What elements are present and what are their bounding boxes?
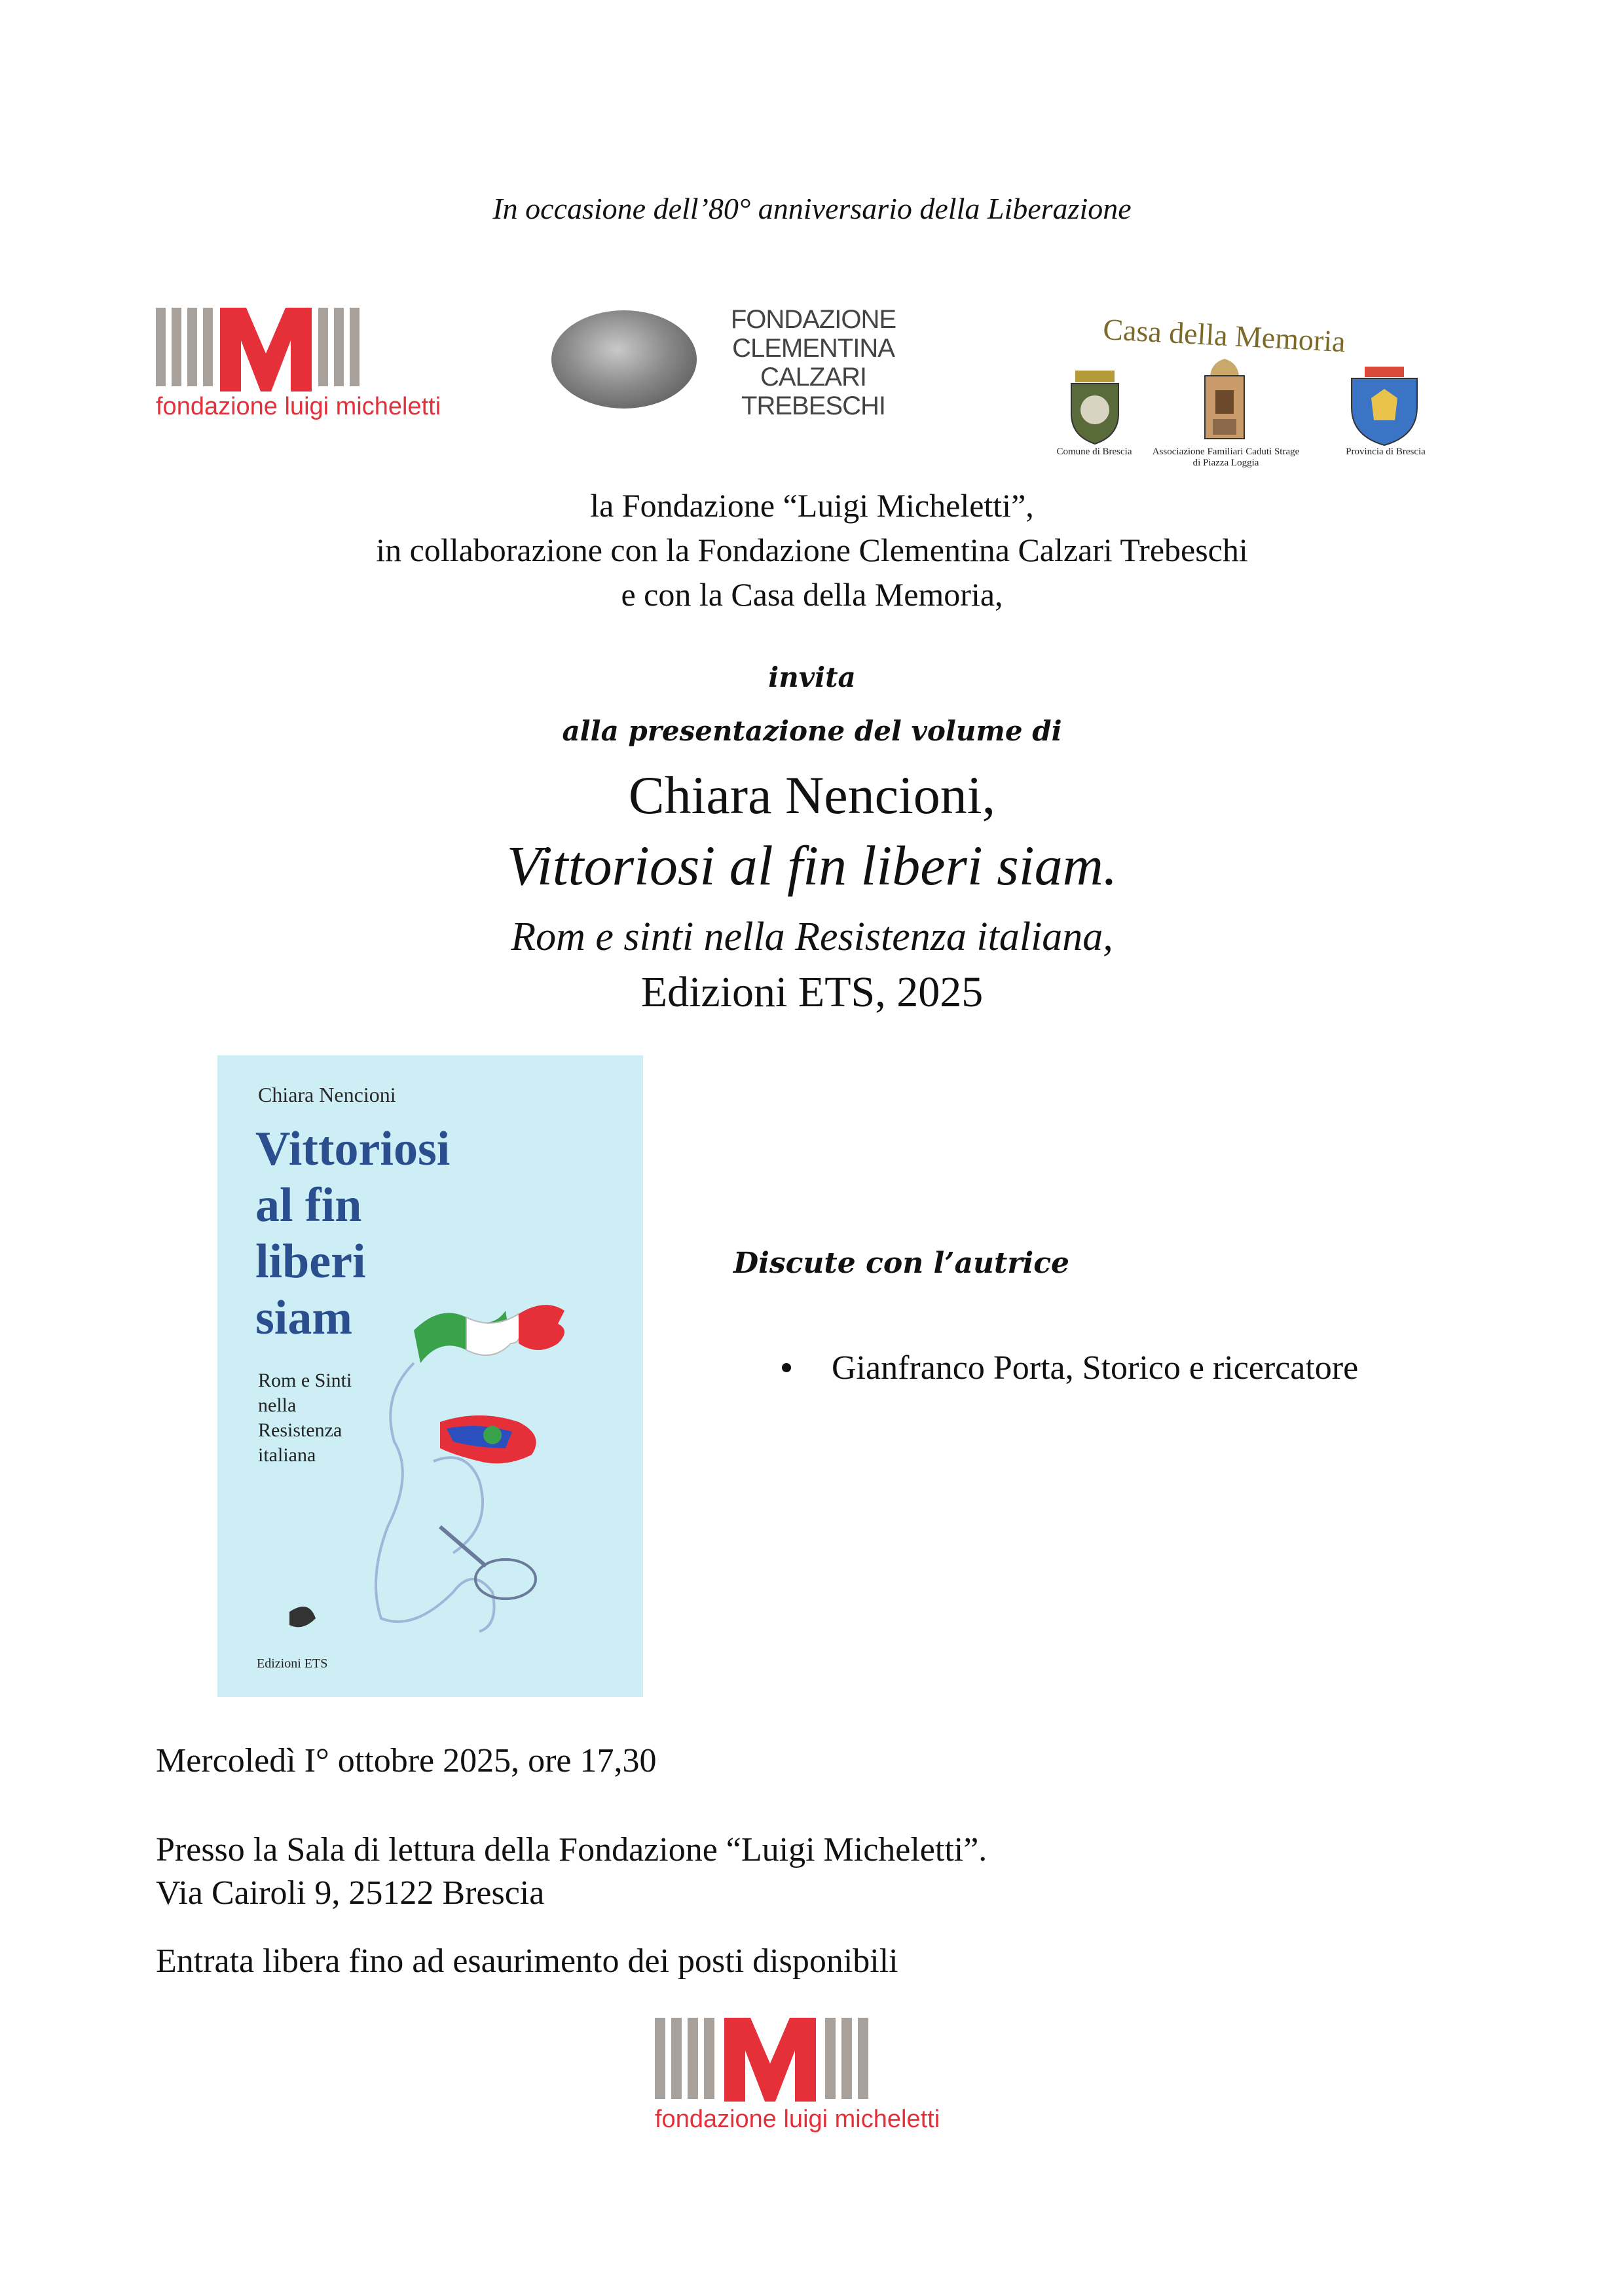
calzari-line-1: FONDAZIONE [730,305,896,334]
presentazione-text: alla presentazione del volume di [562,715,1062,747]
event-entry-note: Entrata libera fino ad esaurimento dei posti disponibili [156,1942,898,1980]
speaker-name: Gianfranco Porta, Storico e ricercatore [832,1349,1359,1387]
provincia-brescia-crest-icon [1345,365,1424,448]
event-date: Mercoledì I° ottobre 2025, ore 17,30 [156,1742,657,1779]
micheletti-m-icon-bottom [722,2018,819,2102]
cover-publisher: Edizioni ETS [257,1656,328,1671]
coin-icon [551,310,697,409]
speaker-item [786,1349,1572,1394]
book-subtitle: Rom e sinti nella Resistenza italiana, [511,915,1113,959]
crest-caption-provincia: Provincia di Brescia [1346,446,1426,457]
book-cover [217,1055,643,1697]
micheletti-name: fondazione luigi micheletti [156,393,441,420]
intro-line-2: in collaborazione con la Fondazione Clementina Calzari Trebeschi [376,532,1248,568]
discussion-heading: Discute con l’autrice [733,1247,1070,1280]
event-venue-line-2: Via Cairoli 9, 25122 Brescia [156,1874,545,1912]
book-publisher: Edizioni ETS, 2025 [640,968,984,1016]
casa-memoria-logo [1039,312,1458,469]
cover-subtitle: Rom e Sinti nella Resistenza italiana [258,1370,352,1466]
micheletti-logo-top [156,308,464,426]
book-author: Chiara Nencioni, [628,765,996,825]
micheletti-m-icon [220,308,312,392]
calzari-text [695,305,931,420]
calzari-line-2: CLEMENTINA CALZARI [732,334,895,392]
crest-caption-associazione: Associazione Familiari Caduti Strage di Piazza Loggia [1152,446,1300,468]
cover-author: Chiara Nencioni [258,1083,396,1106]
invita-text: invita [768,661,856,693]
cover-title: Vittoriosi al fin liberi siam [255,1122,451,1345]
calzari-line-3: TREBESCHI [741,392,885,420]
casa-memoria-title: Casa della Memoria [1102,312,1346,359]
comune-brescia-crest-icon [1062,368,1128,446]
intro-text [0,483,1624,617]
event-venue-line-1: Presso la Sala di lettura della Fondazione “Luigi Micheletti”. [156,1831,987,1868]
micheletti-logo-bottom [655,2018,976,2136]
bullet-icon [782,1363,791,1372]
crest-caption-comune: Comune di Brescia [1056,446,1132,457]
book-title: Vittoriosi al fin liberi siam. [506,834,1118,897]
intro-line-3: e con la Casa della Memoria, [621,576,1003,613]
cover-dancer-illustration [217,1055,643,1697]
piazza-loggia-crest-icon [1192,356,1257,448]
micheletti-name-bottom: fondazione luigi micheletti [655,2105,940,2133]
intro-line-1: la Fondazione “Luigi Micheletti”, [590,487,1034,524]
occasion-line: In occasione dell’80° anniversario della Liberazione [492,192,1132,225]
calzari-logo [551,305,931,420]
